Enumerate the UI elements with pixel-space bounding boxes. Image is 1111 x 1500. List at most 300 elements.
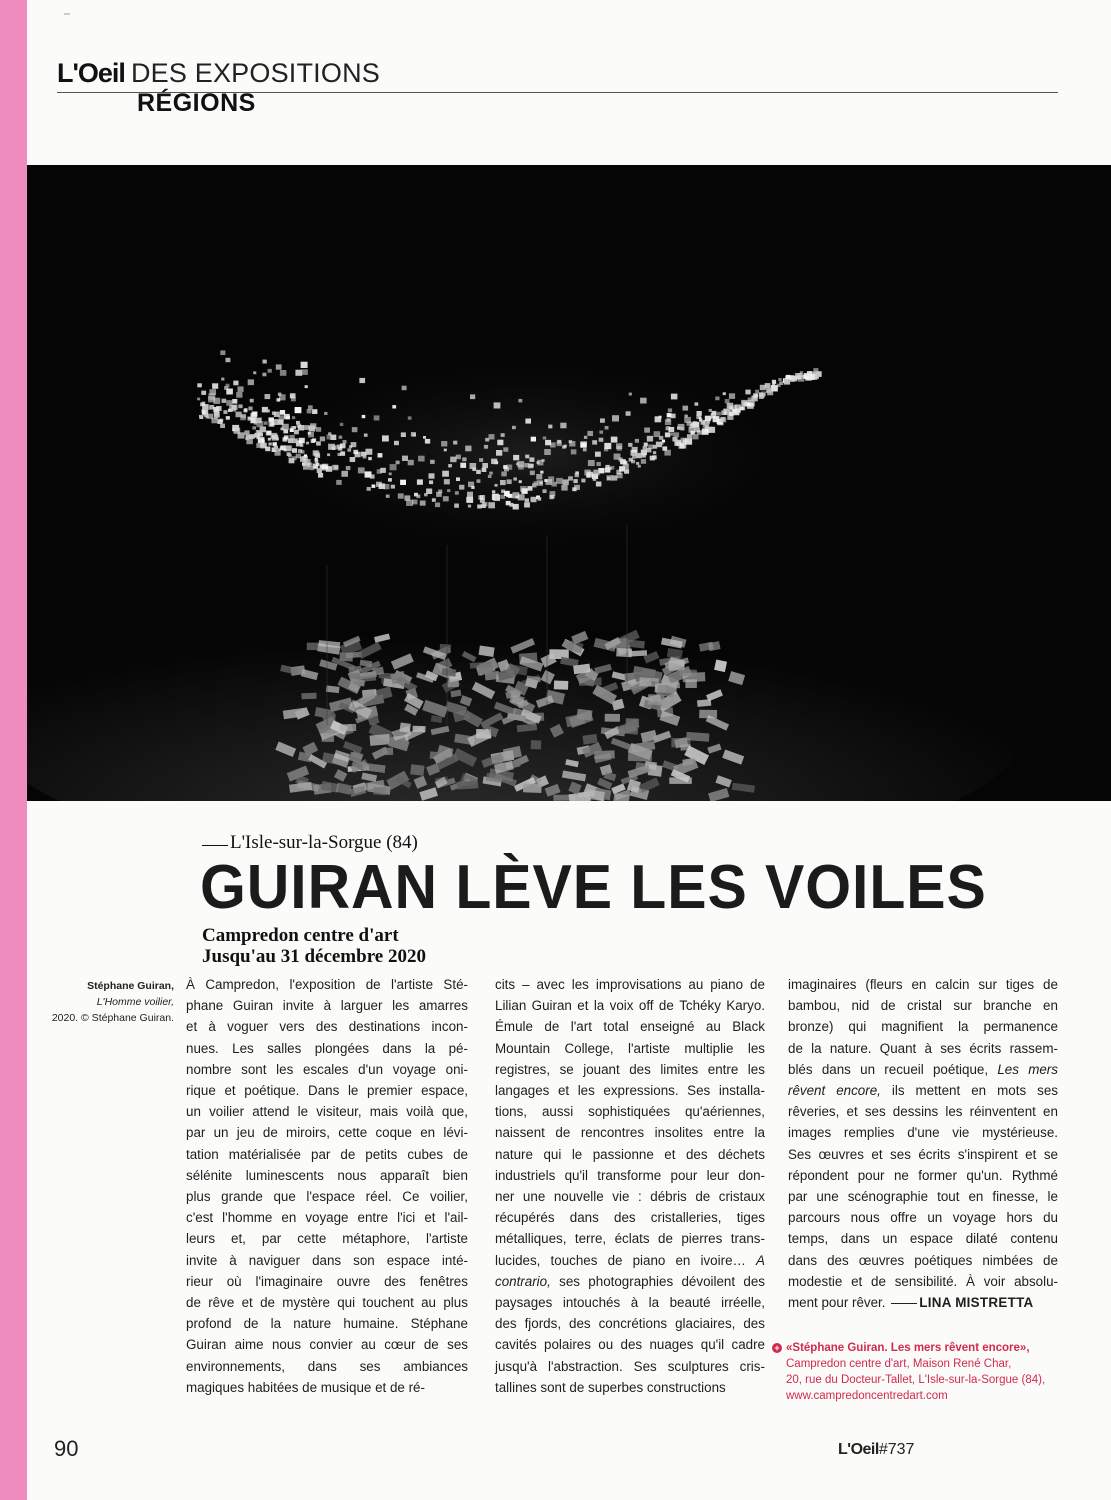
selenite-cube (542, 459, 545, 462)
selenite-cube (267, 409, 270, 412)
artwork-photo (27, 165, 1111, 801)
selenite-cube (278, 393, 282, 396)
selenite-cube (518, 465, 524, 470)
body-line: tation matérialisée par de petits cubes de (186, 1146, 468, 1162)
selenite-cube (531, 437, 536, 442)
selenite-cube (453, 441, 457, 445)
selenite-cube (662, 440, 665, 443)
selenite-cube (226, 389, 233, 395)
kicker-dash (202, 845, 228, 846)
body-line: bambou, nid de cristal sur branche en (788, 998, 1058, 1014)
selenite-cube (303, 461, 309, 466)
selenite-cube (444, 449, 447, 452)
selenite-cube (560, 423, 566, 429)
location-text: L'Isle-sur-la-Sorgue (84) (230, 832, 418, 853)
selenite-cube (501, 433, 505, 437)
selenite-cube (341, 471, 348, 477)
selenite-cube (238, 386, 244, 392)
body-line: cavités polaires ou des nuages qu'il cadre (495, 1337, 765, 1353)
info-address-2: 20, rue du Docteur-Tallet, L'Isle-sur-la-Sorgue (84), (786, 1374, 1046, 1386)
paper-sheet (448, 679, 459, 687)
selenite-cube (455, 491, 459, 495)
body-line: temps, dans un espace dilaté contenu (788, 1231, 1058, 1247)
selenite-cube (666, 426, 671, 430)
selenite-cube (390, 464, 397, 470)
photo-caption (44, 978, 174, 1026)
caption-credit-line (44, 1010, 174, 1026)
selenite-cube (248, 417, 252, 421)
body-line: modestie et de sensibilité. À voir absolu- (788, 1273, 1058, 1289)
article-location (202, 832, 418, 854)
selenite-cube (318, 473, 323, 478)
selenite-cube (593, 478, 597, 481)
selenite-cube (306, 442, 309, 445)
body-line: c'est l'homme en voyage entre l'ici et l'ail- (186, 1210, 468, 1226)
selenite-cube (272, 435, 279, 441)
caption-artist: Stéphane Guiran, (87, 980, 174, 992)
section-title: DES EXPOSITIONS (130, 58, 380, 88)
selenite-cube (448, 464, 452, 467)
body-line: de rêve et de mystère qui touchent au plus (186, 1295, 468, 1311)
pink-margin-strip (0, 0, 27, 1500)
selenite-cube (260, 427, 266, 433)
selenite-cube (815, 371, 821, 377)
body-line: naissent de rencontres insolites entre la (495, 1125, 765, 1141)
selenite-cube (552, 482, 557, 487)
selenite-cube (221, 378, 224, 381)
selenite-cube (500, 480, 506, 485)
selenite-cube (416, 495, 420, 499)
selenite-cube (695, 428, 700, 433)
selenite-cube (512, 426, 516, 429)
selenite-cube (653, 451, 656, 454)
selenite-cube (310, 423, 316, 429)
selenite-cube (760, 393, 765, 398)
selenite-cube (729, 393, 735, 399)
selenite-cube (521, 488, 527, 494)
selenite-cube (256, 418, 262, 424)
body-line: Mountain College, l'artiste multiplie les (495, 1040, 765, 1056)
selenite-cube (465, 446, 471, 452)
selenite-cube (581, 479, 585, 483)
selenite-cube (548, 476, 554, 481)
body-line: rique et poétique. Dans le premier espace, (186, 1083, 468, 1099)
selenite-cube (386, 495, 390, 498)
selenite-cube (432, 498, 436, 502)
selenite-cube (442, 471, 449, 477)
selenite-cube (503, 465, 507, 469)
selenite-cube (299, 438, 305, 444)
selenite-cube (262, 373, 266, 377)
selenite-cube (238, 404, 242, 408)
selenite-cube (269, 417, 274, 422)
paper-sheet (370, 734, 391, 746)
body-line: leurs et, par cette métaphore, l'artiste (186, 1231, 468, 1247)
selenite-cube (282, 424, 289, 430)
selenite-cube (459, 485, 464, 490)
selenite-cube (265, 394, 271, 399)
footer-logo: L'Oeil (838, 1441, 879, 1458)
selenite-cube (466, 497, 473, 503)
selenite-cube (308, 463, 313, 467)
selenite-cube (482, 502, 485, 505)
selenite-cube (315, 460, 319, 463)
selenite-cube (519, 480, 522, 483)
selenite-cube (366, 449, 373, 455)
selenite-cube (346, 466, 351, 470)
selenite-cube (569, 441, 575, 447)
selenite-cube (489, 472, 492, 475)
body-line: nature qui le passionne et des déchets (495, 1146, 765, 1162)
body-line: tallines sont de superbes constructions (495, 1379, 726, 1395)
selenite-cube (588, 460, 595, 466)
paper-sheet (554, 681, 568, 690)
selenite-cube (468, 505, 471, 508)
selenite-cube (199, 415, 202, 418)
subsection-title: RÉGIONS (137, 89, 256, 117)
body-line: Guiran aime nous convier au cœur de ses (186, 1337, 468, 1353)
selenite-cube (205, 416, 208, 419)
selenite-cube (307, 409, 312, 413)
selenite-cube (362, 415, 366, 418)
selenite-cube (359, 378, 365, 383)
selenite-cube (605, 426, 609, 430)
selenite-cube (268, 443, 271, 446)
paper-sheet (605, 714, 620, 722)
selenite-cube (316, 463, 319, 466)
selenite-cube (226, 358, 231, 362)
selenite-cube (265, 447, 270, 452)
selenite-cube (250, 399, 254, 403)
scan-mark (64, 13, 70, 15)
selenite-cube (263, 360, 267, 364)
selenite-cube (664, 450, 671, 456)
selenite-cube (596, 462, 601, 466)
selenite-cube (467, 492, 473, 497)
body-line: des fjords, des concrétions glaciaires, des (495, 1316, 765, 1332)
selenite-cube (501, 472, 507, 477)
selenite-cube (668, 408, 672, 412)
selenite-cube (230, 409, 233, 412)
selenite-cube (600, 418, 605, 422)
selenite-cube (248, 407, 252, 411)
selenite-cube (636, 453, 642, 458)
selenite-cube (302, 369, 308, 375)
selenite-cube (350, 457, 356, 462)
selenite-cube (626, 411, 631, 416)
selenite-cube (279, 415, 284, 420)
selenite-cube (423, 436, 426, 439)
info-address-1: Campredon centre d'art, Maison René Char, (786, 1358, 1012, 1370)
body-line: et à voguer vers des destinations incon- (186, 1019, 468, 1035)
selenite-cube (339, 436, 343, 439)
selenite-cube (286, 445, 292, 451)
selenite-cube (435, 503, 440, 508)
selenite-cube (328, 432, 331, 435)
selenite-cube (753, 393, 758, 397)
selenite-cube (312, 438, 316, 442)
selenite-cube (723, 409, 727, 412)
paper-sheet (679, 669, 697, 677)
selenite-cube (506, 501, 511, 505)
selenite-cube (538, 497, 542, 500)
selenite-cube (248, 379, 254, 385)
selenite-cube (292, 416, 295, 419)
selenite-cube (347, 448, 351, 451)
body-line: registres, se jouant des limites entre les (495, 1061, 765, 1077)
selenite-cube (721, 418, 727, 423)
body-line: bronze) qui magnifient la permanence (788, 1019, 1058, 1035)
selenite-cube (340, 443, 345, 448)
selenite-cube (280, 410, 285, 415)
selenite-cube (702, 429, 709, 435)
selenite-cube (482, 463, 488, 468)
selenite-cube (418, 456, 425, 462)
selenite-cube (491, 459, 497, 465)
selenite-cube (707, 421, 710, 424)
selenite-cube (745, 390, 750, 395)
magazine-header (57, 58, 380, 89)
selenite-cube (268, 438, 271, 441)
selenite-cube (288, 454, 292, 458)
selenite-cube (266, 431, 271, 436)
selenite-cube (725, 399, 730, 403)
selenite-cube (316, 427, 321, 432)
selenite-cube (277, 398, 281, 401)
body-line: industriels qu'il transforme pour leur don- (495, 1167, 765, 1183)
selenite-cube (489, 434, 495, 439)
selenite-cube (584, 470, 590, 476)
selenite-cube (430, 460, 435, 464)
selenite-cube (778, 378, 781, 381)
selenite-cube (592, 440, 597, 444)
selenite-cube (717, 412, 721, 416)
selenite-cube (382, 435, 389, 441)
selenite-cube (226, 416, 230, 420)
selenite-cube (572, 487, 576, 491)
selenite-cube (268, 369, 272, 373)
selenite-cube (699, 417, 702, 420)
selenite-cube (202, 404, 209, 410)
body-line: récupérés dans des cristalleries, tiges (495, 1210, 765, 1226)
body-line: magiques habitées de musique et de ré- (186, 1379, 425, 1395)
signature-dash (891, 1303, 917, 1304)
selenite-cube (568, 476, 573, 480)
selenite-cube (683, 406, 689, 411)
selenite-cube (631, 460, 635, 464)
selenite-cube (441, 441, 447, 447)
selenite-cube (530, 471, 535, 476)
info-title: «Stéphane Guiran. Les mers rêvent encore», (786, 1342, 1030, 1354)
selenite-cube (250, 434, 255, 439)
selenite-cube (697, 411, 702, 416)
body-line: par une scénographie tout en finesse, le (788, 1189, 1058, 1205)
selenite-cube (429, 480, 433, 484)
selenite-cube (695, 402, 699, 405)
selenite-cube (584, 436, 587, 439)
selenite-cube (525, 419, 531, 424)
selenite-cube (513, 504, 519, 510)
selenite-cube (556, 478, 563, 484)
body-line: nues. Les salles plongées dans la pé- (186, 1040, 468, 1056)
selenite-cube (334, 465, 338, 469)
selenite-cube (212, 383, 218, 389)
selenite-cube (808, 374, 814, 380)
selenite-cube (426, 489, 432, 495)
selenite-cube (308, 432, 311, 435)
body-line: nombre sont les escales d'un voyage oni- (186, 1061, 468, 1077)
caption-year: 2020. (51, 1012, 79, 1024)
selenite-cube (252, 426, 256, 429)
selenite-cube (524, 502, 530, 507)
selenite-cube (367, 487, 371, 491)
selenite-cube (208, 396, 215, 402)
selenite-cube (705, 416, 711, 422)
selenite-cube (394, 441, 399, 445)
body-column-3 (788, 974, 1058, 1313)
selenite-cube (640, 398, 647, 404)
selenite-cube (674, 432, 679, 437)
body-line: tions, aussi sophistiquées qu'aériennes, (495, 1104, 765, 1120)
body-line: répondent pour ne former qu'un. Rythmé (788, 1167, 1058, 1183)
body-line: phane Guiran invite à larguer les amarres (186, 998, 468, 1014)
selenite-cube (264, 421, 268, 424)
paper-sheet (686, 732, 709, 742)
selenite-cube (632, 455, 636, 458)
selenite-cube (304, 425, 309, 430)
selenite-cube (257, 436, 260, 439)
info-website[interactable]: www.campredoncentredart.com (786, 1390, 948, 1402)
selenite-cube (648, 444, 653, 449)
selenite-cube (479, 458, 483, 462)
selenite-cube (605, 465, 609, 469)
paper-sheet (457, 781, 479, 790)
selenite-cube (593, 470, 599, 476)
selenite-cube (234, 428, 241, 434)
selenite-cube (456, 455, 461, 460)
selenite-cube (611, 437, 618, 443)
venue-name: Campredon centre d'art (202, 925, 399, 946)
selenite-cube (671, 394, 678, 400)
selenite-cube (583, 448, 587, 451)
selenite-cube (378, 453, 383, 457)
selenite-cube (779, 381, 783, 385)
selenite-cube (236, 392, 242, 398)
body-line: plus grande que l'espace réel. Ce voilier, (186, 1189, 468, 1205)
selenite-cube (214, 412, 219, 416)
selenite-cube (292, 448, 297, 453)
selenite-cube (438, 490, 442, 494)
selenite-cube (388, 478, 392, 482)
selenite-cube (295, 370, 302, 376)
selenite-cube (408, 460, 414, 466)
body-line: sélénite luminescents nous apparaît bien (186, 1167, 468, 1183)
selenite-cube (223, 410, 227, 414)
sailboat-installation-image (27, 165, 1111, 801)
selenite-cube (355, 452, 361, 458)
selenite-cube (379, 483, 385, 489)
selenite-cube (317, 468, 322, 473)
selenite-cube (709, 409, 712, 412)
selenite-cube (280, 445, 285, 450)
selenite-cube (545, 440, 551, 445)
selenite-cube (295, 407, 302, 413)
selenite-cube (454, 504, 459, 508)
body-line: profond de la nature humaine. Stéphane (186, 1316, 468, 1332)
magazine-logo: L'Oeil (57, 58, 125, 88)
selenite-cube (683, 438, 688, 442)
selenite-cube (240, 415, 246, 420)
selenite-cube (610, 466, 614, 470)
body-line: À Campredon, l'exposition de l'artiste Sté- (186, 977, 468, 992)
selenite-cube (477, 505, 481, 509)
selenite-cube (226, 384, 230, 388)
selenite-cube (563, 479, 569, 485)
selenite-cube (525, 498, 529, 502)
caption-credit: © Stéphane Guiran. (81, 1012, 174, 1024)
selenite-cube (496, 450, 502, 456)
selenite-cube (220, 350, 225, 355)
selenite-cube (401, 432, 406, 437)
selenite-cube (450, 457, 456, 463)
selenite-cube (460, 463, 466, 468)
body-line: Émule de l'art total enseigné au Black (495, 1019, 765, 1035)
selenite-cube (581, 443, 586, 448)
body-line: rêveries, et ses dessins les réinventent en (788, 1104, 1058, 1120)
selenite-cube (687, 434, 692, 439)
selenite-cube (368, 457, 372, 460)
selenite-cube (784, 379, 790, 385)
selenite-cube (504, 491, 509, 496)
selenite-cube (470, 394, 475, 399)
selenite-cube (488, 475, 492, 478)
body-line: images remplies d'une vie mystérieuse. (788, 1125, 1058, 1141)
selenite-cube (389, 473, 392, 476)
body-line: cits – avec les improvisations au piano de (495, 977, 765, 992)
selenite-cube (340, 423, 344, 426)
selenite-cube (612, 415, 619, 421)
selenite-cube (232, 399, 237, 404)
page-number: 90 (54, 1436, 79, 1461)
selenite-cube (482, 468, 487, 472)
selenite-cube (599, 431, 603, 434)
selenite-cube (245, 437, 248, 440)
selenite-cube (685, 415, 688, 418)
selenite-cube (400, 480, 406, 485)
paper-sheet (531, 740, 542, 749)
selenite-cube (406, 500, 413, 506)
body-line: Lilian Guiran et la voix off de Tchéky Karyo. (495, 998, 765, 1014)
selenite-cube (443, 496, 449, 501)
selenite-cube (197, 398, 200, 401)
selenite-cube (197, 383, 202, 387)
selenite-cube (595, 452, 601, 457)
paper-sheet (322, 733, 335, 742)
body-column-2 (495, 974, 765, 1398)
selenite-cube (396, 461, 400, 465)
selenite-cube (507, 479, 512, 484)
body-line: imaginaires (fleurs en calcin sur tiges de (788, 977, 1058, 992)
selenite-cube (766, 388, 771, 393)
selenite-cube (484, 445, 488, 449)
body-line: rieur où l'imaginaire ouvre des fenêtres (186, 1273, 468, 1289)
body-line: blés dans un recueil poétique, Les mers (788, 1061, 1058, 1077)
selenite-cube (209, 389, 216, 395)
selenite-cube (351, 442, 357, 447)
selenite-cube (635, 439, 639, 443)
selenite-cube (277, 448, 280, 451)
selenite-cube (495, 484, 498, 487)
